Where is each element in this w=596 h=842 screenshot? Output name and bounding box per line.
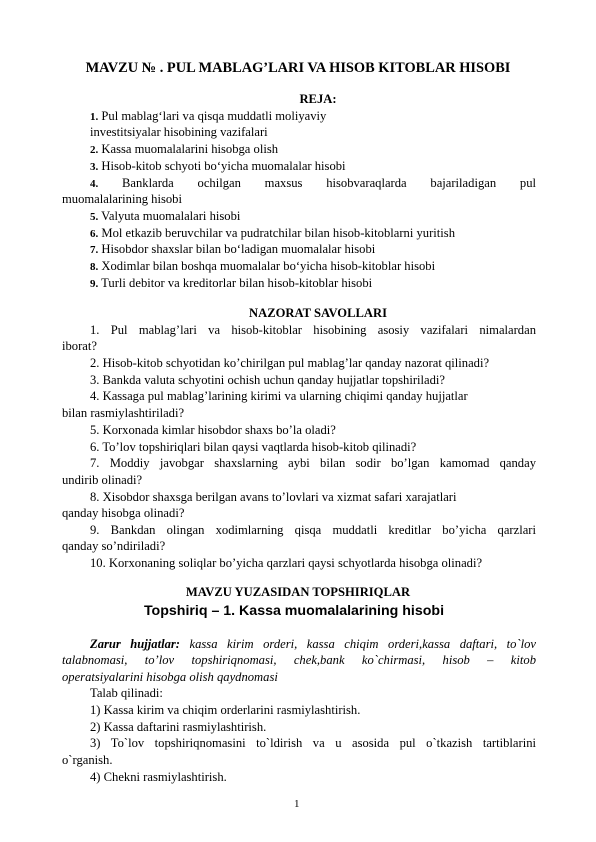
plan-item-number: 4. (90, 178, 99, 190)
plan-item (90, 109, 326, 125)
plan-item-text: Kassa muomalalarini hisobga olish (101, 142, 279, 156)
plan-item (90, 242, 375, 258)
plan-item (90, 142, 278, 158)
plan-item-text: Mol etkazib beruvchilar va pudratchilar bilan hisob-kitoblarni yuritish (101, 226, 455, 240)
plan-item (90, 159, 346, 175)
questions-heading: NAZORAT SAVOLLARI (249, 306, 387, 320)
required-label: Talab qilinadi: (90, 686, 163, 700)
question-item: 7. Moddiy javobgar shaxslarning aybi bilan sodir bo’lgan kamomad qanday (90, 456, 536, 470)
task-step: 3) To`lov topshiriqnomasini to`ldirish va u asosida pul o`tkazish tartiblarini (90, 736, 536, 750)
page-number: 1 (294, 798, 300, 810)
question-item: 9. Bankdan olingan xodimlarning qisqa muddatli kreditlar bo’yicha qarzlari (90, 523, 536, 537)
question-continuation: bilan rasmiylashtiriladi? (62, 406, 185, 420)
plan-item-continuation: muomalalarining hisobi (62, 192, 182, 206)
documents-text: talabnomasi, to’lov topshiriqnomasi, chek,bank ko`chirmasi, hisob – kitob (62, 653, 536, 667)
plan-heading: REJA: (299, 92, 337, 106)
documents-label: Zarur hujjatlar: (90, 637, 180, 651)
plan-item-number: 9. (90, 278, 99, 290)
plan-item-number: 8. (90, 261, 99, 273)
task-step: 1) Kassa kirim va chiqim orderlarini rasmiylashtirish. (90, 703, 361, 717)
plan-item-number: 6. (90, 228, 99, 240)
question-item: 6. To’lov topshiriqlari bilan qaysi vaqtlarda hisob-kitob qilinadi? (90, 440, 417, 454)
plan-item-number: 1. (90, 111, 99, 123)
plan-item-number: 3. (90, 161, 99, 173)
plan-item-text: Hisobdor shaxslar bilan bo‘ladigan muomalalar hisobi (101, 242, 376, 256)
plan-item-text: Pul mablag‘lari va qisqa muddatli moliyaviy (101, 109, 327, 123)
plan-item (90, 259, 435, 275)
question-item: 2. Hisob-kitob schyotidan ko’chirilgan pul mablag’lar qanday nazorat qilinadi? (90, 356, 490, 370)
plan-item-text: Turli debitor va kreditorlar bilan hisob-kitoblar hisobi (101, 276, 373, 290)
question-item: 1. Pul mablag’lari va hisob-kitoblar hisobining asosiy vazifalari nimalardan (90, 323, 536, 337)
required-documents (90, 637, 536, 652)
plan-item (90, 176, 536, 192)
task-step-continuation: o`rganish. (62, 753, 113, 767)
plan-item-number: 2. (90, 144, 99, 156)
plan-item (90, 276, 372, 292)
plan-item-text: Hisob-kitob schyoti bo‘yicha muomalalar hisobi (101, 159, 346, 173)
documents-text: kassa kirim orderi, kassa chiqim orderi,kassa daftari, to`lov (189, 637, 537, 651)
plan-item-number: 7. (90, 244, 99, 256)
question-continuation: undirib olinadi? (62, 473, 143, 487)
question-continuation: qanday hisobga olinadi? (62, 506, 185, 520)
plan-item-text: Xodimlar bilan boshqa muomalalar bo‘yicha hisob-kitoblar hisobi (101, 259, 436, 273)
page-title: MAVZU № . PUL MABLAG’LARI VA HISOB KITOBLAR HISOBI (85, 60, 511, 76)
question-item: 4. Kassaga pul mablag’larining kirimi va ularning chiqimi qanday hujjatlar (90, 389, 468, 403)
question-item: 10. Korxonaning soliqlar bo’yicha qarzlari qaysi schyotlarda hisobga olinadi? (90, 556, 483, 570)
tasks-subheading: Topshiriq – 1. Kassa muomalalarining hisobi (143, 603, 445, 619)
tasks-heading: MAVZU YUZASIDAN TOPSHIRIQLAR (185, 585, 411, 599)
question-item: 5. Korxonada kimlar hisobdor shaxs bo’la oladi? (90, 423, 336, 437)
plan-item-continuation: investitsiyalar hisobining vazifalari (90, 125, 268, 139)
plan-item (90, 209, 240, 225)
plan-item (90, 226, 455, 242)
question-item: 8. Xisobdor shaxsga berilgan avans to’lovlari va xizmat safari xarajatlari (90, 490, 457, 504)
plan-item-text: Valyuta muomalalari hisobi (101, 209, 241, 223)
question-continuation: iborat? (62, 339, 97, 353)
plan-item-text: Banklarda ochilgan maxsus hisobvaraqlarda bajariladigan pul (122, 176, 536, 190)
task-step: 2) Kassa daftarini rasmiylashtirish. (90, 720, 267, 734)
question-continuation: qanday so’ndiriladi? (62, 539, 166, 553)
plan-item-number: 5. (90, 211, 99, 223)
documents-text: operatsiyalarini hisobga olish qaydnomasi (62, 670, 278, 684)
question-item: 3. Bankda valuta schyotini ochish uchun qanday hujjatlar topshiriladi? (90, 373, 445, 387)
task-step: 4) Chekni rasmiylashtirish. (90, 770, 227, 784)
